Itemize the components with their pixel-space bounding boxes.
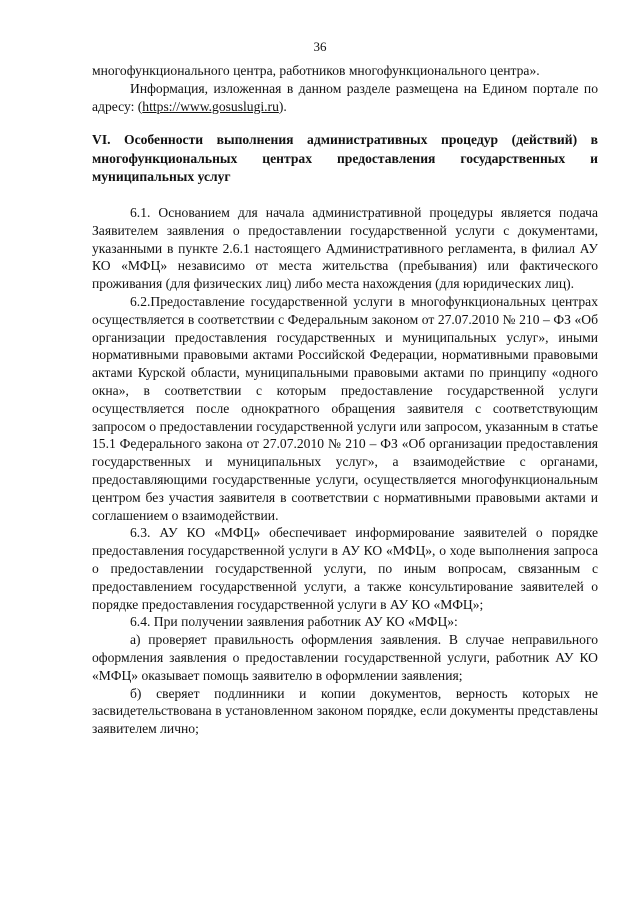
section-heading: VI. Особенности выполнения административных процедур (действий) в многофункциональных центрах предоставления государственных и муниципальных услуг xyxy=(92,132,598,184)
paragraph-6-4-b: б) сверяет подлинники и копии документов, верность которых не засвидетельствована в установленном законом порядке, если документы представлены заявителем лично; xyxy=(92,685,598,737)
continuation-line: многофункционального центра, работников многофункционального центра». xyxy=(92,63,540,78)
paragraph-6-1: 6.1. Основанием для начала административной процедуры является подача Заявителем заявления о предоставлении государственной услуги с документами, указанными в пункте 2.6.1 настоящего Административного регламента, в филиал АУ КО «МФЦ» независимо от места жительства (пребывания) или фактического проживания (для физических лиц) либо места нахождения (для юридических лиц). xyxy=(92,205,598,292)
paragraph-6-4-a: а) проверяет правильность оформления заявления. В случае неправильного оформления заявления о предоставлении государственной услуги, работник АУ КО «МФЦ» оказывает помощь заявителю в оформлении заявления; xyxy=(92,632,598,683)
paragraph-6-3: 6.3. АУ КО «МФЦ» обеспечивает информирование заявителей о порядке предоставления государственной услуги в АУ КО «МФЦ», о ходе выполнения запроса о предоставлении государственной услуги, по иным вопросам, связанным с предоставлением государственной услуги, а также консультирование заявителей о порядке предоставления государственной услуги в АУ КО «МФЦ»; xyxy=(92,525,598,612)
gosuslugi-link[interactable]: https://www.gosuslugi.ru xyxy=(142,98,279,114)
paragraph-6-2: 6.2.Предоставление государственной услуги в многофункциональных центрах осуществляется в соответствии с Федеральным законом от 27.07.2010 № 210 – ФЗ «Об организации предоставления государственных и муниципальных услуг», иными нормативными правовыми актами Российской Федерации, нормативными правовыми актами Курской области, муниципальными правовыми актами по принципу «одного окна», в соответствии с которым предоставление государственной услуги осуществляется после однократного обращения заявителя с соответствующим запросом о предоставлении государственной услуги или запросом, указанным в статье 15.1 Федерального закона от 27.07.2010 № 210 – ФЗ «Об организации предоставления государственных и муниципальных услуг», а взаимодействие с органами, предоставляющими государственные услуги, осуществляется многофункциональным центром без участия заявителя в соответствии с нормативными правовыми актами и соглашением о взаимодействии. xyxy=(92,293,598,523)
info-text: Информация, изложенная в данном разделе размещена на Едином портале по адресу: ( xyxy=(92,80,598,114)
intro-block xyxy=(92,62,598,115)
info-text-end: ). xyxy=(278,98,287,114)
paragraph-6-4: 6.4. При получении заявления работник АУ КО «МФЦ»: xyxy=(130,614,458,630)
body-text xyxy=(92,204,598,738)
page-number: 36 xyxy=(313,39,327,54)
info-paragraph xyxy=(92,80,598,116)
